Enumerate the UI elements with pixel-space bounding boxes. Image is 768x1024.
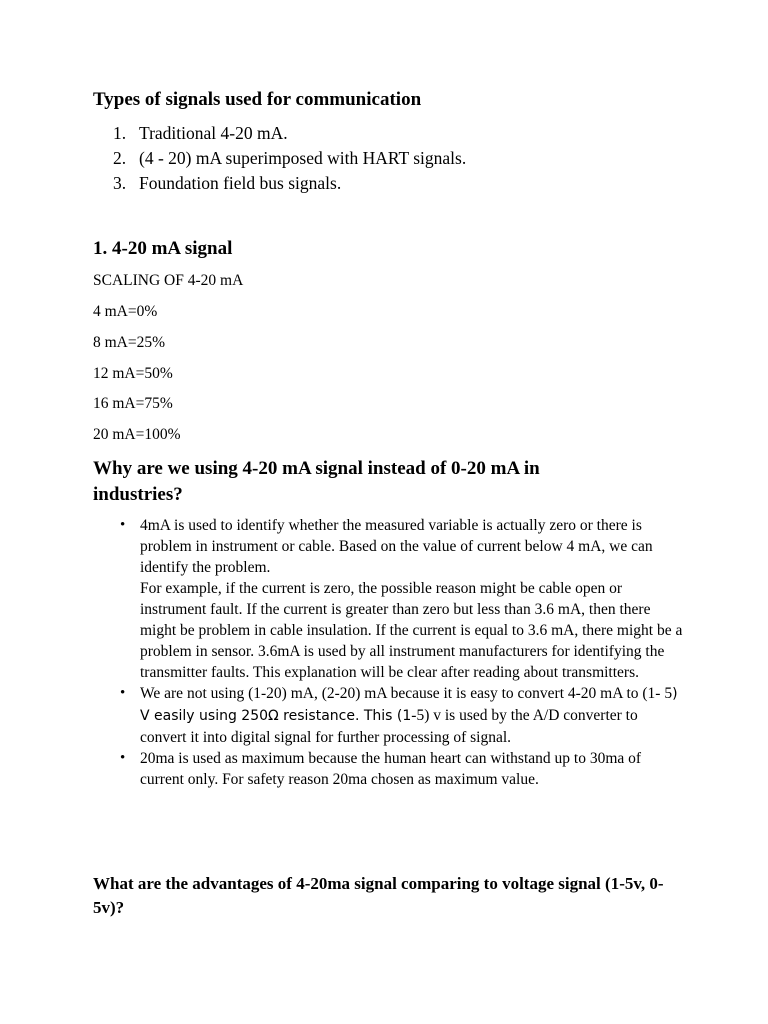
- bullet-text-part: ) V: [140, 686, 678, 724]
- heading-advantages: What are the advantages of 4-20ma signal comparing to voltage signal (1-5v, 0-5v)?: [93, 874, 664, 917]
- bullet-text: 4mA is used to identify whether the measured variable is actually zero or there is problem in instrument or cable. Based on the value of current below 4 mA, we can identify the problem.: [140, 517, 653, 576]
- bullet-icon: •: [120, 750, 126, 766]
- scaling-row: 4 mA=0%: [93, 303, 158, 320]
- bullet-text: 20ma is used as maximum because the human heart can withstand up to 30ma of current only. For safety reason 20ma chosen as maximum value.: [140, 750, 642, 788]
- list-number: 2.: [113, 148, 127, 168]
- heading-4-20ma-signal: 1. 4-20 mA signal: [93, 238, 233, 259]
- scaling-row: 12 mA=50%: [93, 365, 173, 382]
- bullet-icon: •: [120, 517, 126, 533]
- bullet-icon: •: [120, 685, 126, 701]
- bullet-text-part: We are not using (1-20) mA, (2-20) mA because it is easy to convert 4-20 mA to (1- 5: [140, 685, 673, 702]
- bullet-text: [140, 683, 683, 748]
- scaling-title: SCALING OF 4-20 mA: [93, 272, 244, 289]
- list-item: [113, 171, 466, 196]
- heading-why-4-20ma: Why are we using 4-20 mA signal instead of 0-20 mA in industries?: [93, 458, 540, 505]
- list-item: [113, 748, 683, 790]
- scaling-row: 16 mA=75%: [93, 395, 173, 412]
- list-number: 1.: [113, 123, 127, 143]
- bullet-text-part: easily using 250Ω resistance. This (1: [154, 708, 412, 724]
- list-item-text: (4 - 20) mA superimposed with HART signals.: [139, 148, 467, 168]
- bullet-text-example: For example, if the current is zero, the possible reason might be cable open or instrument fault. If the current is greater than zero but less than 3.6 mA, then there might be problem in cable insulation. If the current is equal to 3.6 mA, there might be a problem in sensor. 3.6mA is used by all instrument manufacturers for identifying the transmitter faults. This explanation will be clear after reading about transmitters.: [140, 580, 683, 681]
- list-item: [113, 121, 466, 146]
- signal-types-list: [113, 121, 466, 196]
- bullet-text-part: -5) v is used by the A/D converter to convert it into digital signal for further processing of signal.: [140, 707, 638, 746]
- list-item: [113, 683, 683, 748]
- list-item-text: Foundation field bus signals.: [139, 173, 342, 193]
- list-item-text: Traditional 4-20 mA.: [139, 123, 288, 143]
- list-number: 3.: [113, 173, 127, 193]
- list-item: [113, 146, 466, 171]
- scaling-row: 20 mA=100%: [93, 426, 181, 443]
- reasons-list: [113, 515, 683, 790]
- heading-signal-types: Types of signals used for communication: [93, 89, 422, 110]
- scaling-row: 8 mA=25%: [93, 334, 166, 351]
- list-item: [113, 515, 683, 683]
